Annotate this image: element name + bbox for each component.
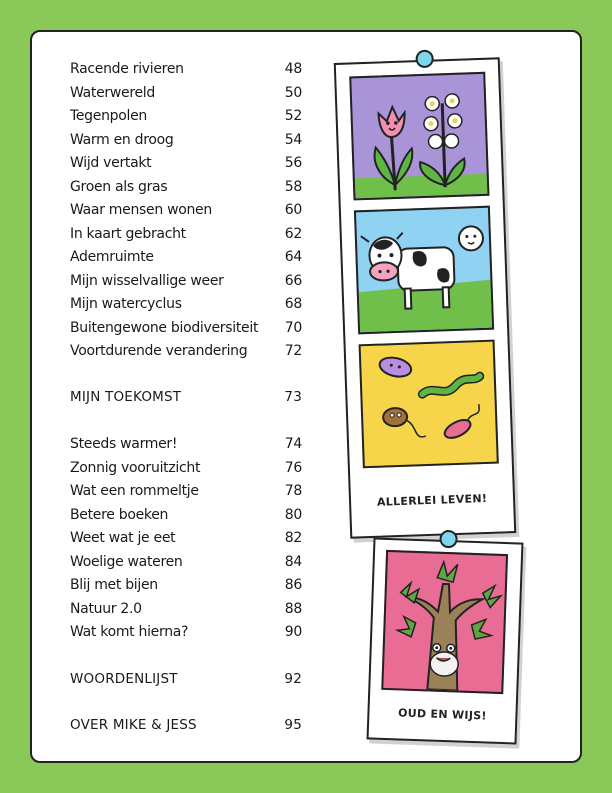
toc-entry[interactable] (70, 105, 302, 127)
toc-title: Ademruimte (70, 249, 154, 265)
toc-title: Groen als gras (70, 178, 168, 195)
toc-entry[interactable] (70, 317, 302, 339)
toc-title: Steeds warmer! (70, 436, 178, 452)
toc-page: 56 (284, 155, 302, 171)
cow-icon (356, 208, 492, 333)
toc-page: 82 (284, 530, 302, 546)
toc-entry[interactable] (70, 340, 302, 362)
photo-single (367, 537, 524, 744)
toc-title: Waterwereld (70, 84, 155, 101)
toc-page: 72 (284, 343, 302, 359)
toc-title: WOORDENLIJST (70, 671, 178, 687)
toc-entry[interactable] (70, 293, 302, 315)
toc-title: Blij met bijen (70, 577, 158, 593)
toc-page: 68 (284, 296, 302, 312)
toc-title: Natuur 2.0 (70, 600, 142, 617)
toc-page: 95 (284, 717, 302, 733)
photo-strip (334, 57, 517, 539)
toc-page: 48 (284, 61, 302, 77)
toc-title: MIJN TOEKOMST (70, 389, 182, 405)
toc-page: 54 (284, 131, 302, 148)
toc-page: 88 (284, 600, 302, 617)
strip-caption: ALLERLEI LEVEN! (376, 491, 488, 509)
pushpin-icon (439, 530, 458, 549)
toc-page: 84 (284, 553, 302, 570)
toc-page: 76 (284, 459, 302, 476)
toc-title: Mijn watercyclus (70, 296, 182, 312)
toc-title: Wat een rommeltje (70, 483, 199, 499)
toc-title: Buitengewone biodiversiteit (70, 319, 259, 336)
toc-page: 70 (284, 319, 302, 336)
flower-icon (351, 74, 487, 199)
photo-frame-tree (381, 550, 508, 694)
toc-title: Betere boeken (70, 506, 169, 523)
toc-entry[interactable] (70, 152, 302, 174)
toc-page: 64 (284, 249, 302, 265)
single-caption: OUD EN WIJS! (397, 706, 487, 723)
toc-entry[interactable] (70, 129, 302, 151)
toc-entry[interactable] (70, 246, 302, 268)
toc-entry[interactable] (70, 223, 302, 245)
toc-section-heading[interactable] (70, 386, 302, 408)
toc-entry[interactable] (70, 82, 302, 104)
photo-frame-microbes (359, 340, 499, 469)
toc-entry[interactable] (70, 598, 302, 620)
toc-title: Zonnig vooruitzicht (70, 459, 201, 476)
toc-title: Woelige wateren (70, 553, 183, 570)
toc-entry[interactable] (70, 480, 302, 502)
toc-page: 74 (284, 436, 302, 452)
toc-page: 66 (284, 272, 302, 289)
microbe-icon (361, 342, 497, 467)
toc-entry[interactable] (70, 199, 302, 221)
toc-entry[interactable] (70, 176, 302, 198)
toc-page: 58 (284, 178, 302, 195)
toc-entry[interactable] (70, 457, 302, 479)
toc-entry[interactable] (70, 574, 302, 596)
photo-frame-cow (354, 206, 494, 335)
toc-entry[interactable] (70, 433, 302, 455)
toc-entry[interactable] (70, 527, 302, 549)
toc-page: 92 (284, 671, 302, 687)
toc-page: 86 (284, 577, 302, 593)
toc-title: OVER MIKE & JESS (70, 717, 197, 733)
toc-title: Wijd vertakt (70, 155, 152, 171)
tree-icon (383, 552, 506, 692)
toc-entry[interactable] (70, 504, 302, 526)
toc-page: 52 (284, 108, 302, 124)
photo-frame-flowers (349, 72, 489, 201)
toc-title: In kaart gebracht (70, 225, 186, 242)
toc-page: 80 (284, 506, 302, 523)
toc-page: 90 (284, 624, 302, 640)
toc-page: 78 (284, 483, 302, 499)
toc-page: 50 (284, 84, 302, 101)
toc-title: Waar mensen wonen (70, 202, 212, 218)
toc-title: Warm en droog (70, 131, 174, 148)
toc-title: Voortdurende verandering (70, 343, 248, 359)
toc-entry[interactable] (70, 58, 302, 80)
toc-title: Tegenpolen (70, 108, 147, 124)
toc-title: Racende rivieren (70, 61, 184, 77)
toc-title: Mijn wisselvallige weer (70, 272, 224, 289)
toc-title: Weet wat je eet (70, 530, 176, 546)
page-sheet (30, 30, 582, 763)
toc-page: 60 (284, 202, 302, 218)
toc-entry[interactable] (70, 270, 302, 292)
toc-entry[interactable] (70, 621, 302, 643)
toc-page: 62 (284, 225, 302, 242)
toc-entry[interactable] (70, 551, 302, 573)
toc-page: 73 (284, 389, 302, 405)
pushpin-icon (415, 50, 434, 69)
toc-title: Wat komt hierna? (70, 624, 189, 640)
toc-section-heading[interactable] (70, 714, 302, 736)
toc-section-heading[interactable] (70, 668, 302, 690)
